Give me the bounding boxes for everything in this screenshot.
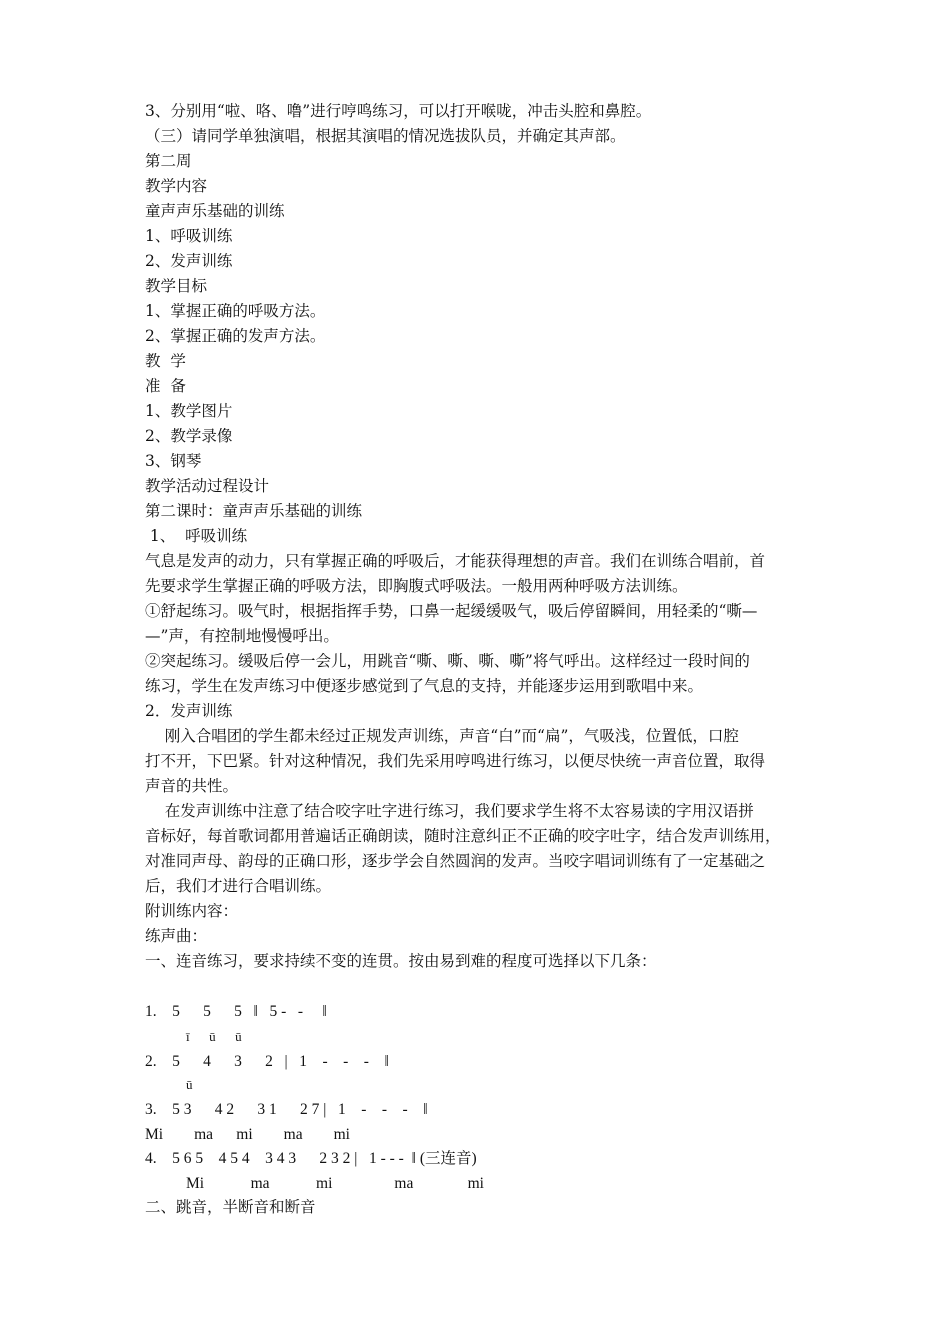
paragraph-line: 打不开，下巴紧。针对这种情况，我们先采用哼鸣进行练习，以便尽快统一声音位置，取得 [145, 752, 766, 770]
paragraph-line: 练习，学生在发声练习中便逐步感觉到了气息的支持，并能逐步运用到歌唱中来。 [145, 677, 704, 695]
text-line: 二、跳音，半断音和断音 [145, 1198, 316, 1216]
paragraph-line: 在发声训练中注意了结合咬字吐字进行练习，我们要求学生将不太容易读的字用汉语拼 [145, 802, 754, 820]
text-line: 童声声乐基础的训练 [145, 202, 285, 220]
list-item: 1、掌握正确的呼吸方法。 [145, 302, 326, 320]
notation-syllables-3: Mi ma mi ma mi [145, 1126, 350, 1143]
list-item: 1、教学图片 [145, 402, 233, 420]
section-heading: 教学目标 [145, 277, 208, 295]
list-item: 1、呼吸训练 [145, 227, 233, 245]
section-heading: 教学活动过程设计 [145, 477, 270, 495]
paragraph-line: —”声，有控制地慢慢呼出。 [145, 627, 339, 645]
paragraph-line: ①舒起练习。吸气时，根据指挥手势，口鼻一起缓缓吸气，吸后停留瞬间，用轻柔的“嘶— [145, 602, 758, 620]
section-heading: 教 学 [145, 352, 186, 370]
paragraph-line: 先要求学生掌握正确的呼吸方法，即胸腹式呼吸法。一般用两种呼吸方法训练。 [145, 577, 688, 595]
text-line: 练声曲： [145, 927, 208, 945]
notation-exercise-2: 2. 5 4 3 2 | 1 - - - ‖ [145, 1053, 389, 1070]
paragraph-line: 气息是发声的动力，只有掌握正确的呼吸后，才能获得理想的声音。我们在训练合唱前，首 [145, 552, 766, 570]
notation-exercise-3: 3. 5 3 4 2 3 1 2 7 | 1 - - - ‖ [145, 1101, 428, 1118]
notation-exercise-1: 1. 5 5 5 ‖ 5 - - ‖ [145, 1003, 327, 1020]
section-heading: 第二周 [145, 152, 192, 170]
notation-syllables-2: ū [186, 1077, 193, 1092]
list-item: 3、钢琴 [145, 452, 202, 470]
text-line: 第二课时：童声声乐基础的训练 [145, 502, 363, 520]
list-item: 2、掌握正确的发声方法。 [145, 327, 326, 345]
section-heading: 教学内容 [145, 177, 208, 195]
subsection-heading: 1、 呼吸训练 [145, 527, 248, 545]
paragraph-line: 声音的共性。 [145, 777, 239, 795]
text-line: 一、连音练习，要求持续不变的连贯。按由易到难的程度可选择以下几条： [145, 952, 657, 970]
subsection-heading: 2．发声训练 [145, 702, 233, 720]
section-heading: 准 备 [145, 377, 186, 395]
paragraph-line: 音标好，每首歌词都用普遍话正确朗读，随时注意纠正不正确的咬字吐字，结合发声训练用， [145, 827, 781, 845]
notation-syllables-1: ī ū ū [186, 1029, 242, 1044]
list-item: 2、发声训练 [145, 252, 233, 270]
list-item: 2、教学录像 [145, 427, 233, 445]
text-line: 附训练内容： [145, 902, 239, 920]
paragraph-line: ②突起练习。缓吸后停一会儿，用跳音“嘶、嘶、嘶、嘶”将气呼出。这样经过一段时间的 [145, 652, 750, 670]
text-line: 3、分别用“啦、咯、噜”进行哼鸣练习，可以打开喉咙，冲击头腔和鼻腔。 [145, 102, 652, 120]
notation-exercise-4: 4. 5 6 5 4 5 4 3 4 3 2 3 2 | 1 - - - ‖ (三连音) [145, 1150, 477, 1167]
paragraph-line: 后，我们才进行合唱训练。 [145, 877, 332, 895]
notation-syllables-4: Mi ma mi ma mi [186, 1175, 484, 1192]
paragraph-line: 对准同声母、韵母的正确口形，逐步学会自然圆润的发声。当咬字唱词训练有了一定基础之 [145, 852, 766, 870]
text-line: （三）请同学单独演唱，根据其演唱的情况选拔队员，并确定其声部。 [145, 127, 626, 145]
paragraph-line: 刚入合唱团的学生都未经过正规发声训练，声音“白”而“扁”，气吸浅，位置低，口腔 [145, 727, 739, 745]
